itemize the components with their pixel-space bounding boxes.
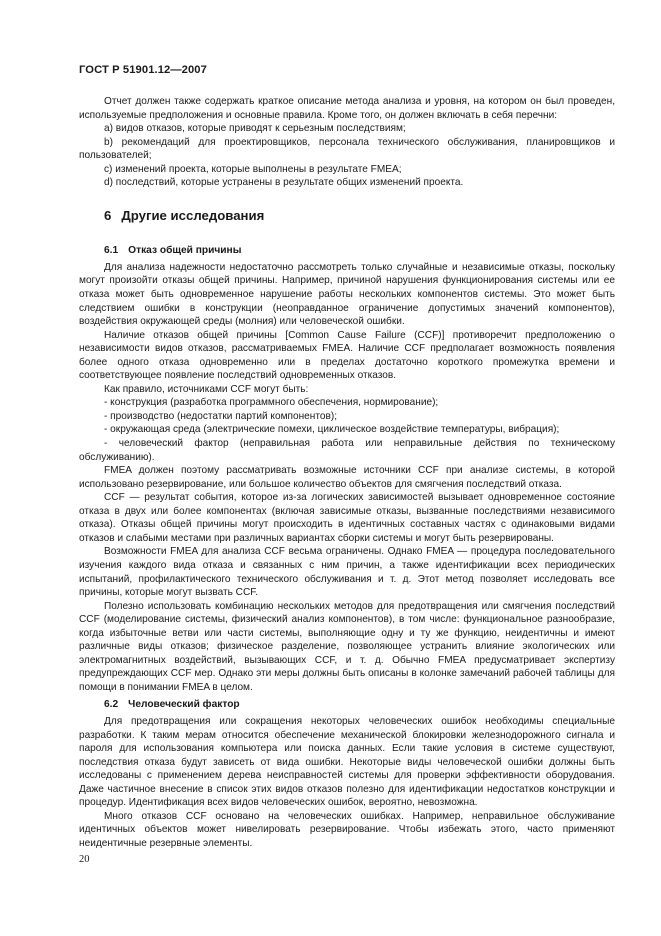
subsection-number: 6.2 [104,699,119,711]
list-item: - человеческий фактор (неправильная работа или неправильные действия по техническому обслуживанию). [79,438,615,463]
paragraph: Для анализа надежности недостаточно рассмотреть только случайные и независимые отказы, поскольку могут произойти отказы общей причины. Например, причиной нарушения функционирования системы или ее отказа может быть одновременное нарушение работы нескольких компонентов системы. Это может быть следствием ошибки в конструкции (неоправданное ограничение допустимых значений компонентов), воздействия окружающей среды (молния) или человеческой ошибки. [79,261,615,328]
subsection-title: Человеческий фактор [128,699,240,711]
subsection-title: Отказ общей причины [128,245,242,257]
section-title: Другие исследования [121,207,265,223]
list-item: - окружающая среда (электрические помехи, циклическое воздействие температуры, вибрация); [104,424,560,436]
paragraph: Полезно использовать комбинацию нескольких методов для предотвращения или смягчения последствий CCF (моделирование системы, физический анализ компонентов), в том числе: функциональное разнообразие, когда избыточные ветви или части системы, выполняющие одну и ту же функцию, неидентичны и имеют различные виды отказов; физическое разделение, позволяющее устранить влияние экологических или электромагнитных воздействий, вызывающих CCF, и т. д. Обычно FMEA предусматривает экспертизу предупреждающих CCF мер. Однако эти меры должны быть описаны в колонке замечаний рабочей таблицы для помощи в понимании FMEA в целом. [79,600,615,693]
paragraph: Для предотвращения или сокращения некоторых человеческих ошибок необходимы специальные разработки. К таким мерам относится обеспечение механической блокировки железнодорожного сигнала и пароля для использования компьютера или поиска данных. Если такие условия в системе существуют, последствия отказа будут зависеть от вида ошибки. Некоторые виды человеческой ошибки должны быть исследованы с применением дерева неисправностей системы для проверки эффективности оборудования. Даже частичное внесение в список этих видов отказов полезно для идентификации недостатков конструкции и процедур. Идентификация всех видов человеческих ошибок, вероятно, невозможна. [79,715,615,809]
paragraph: Много отказов CCF основано на человеческих ошибках. Например, неправильное обслуживание идентичных объектов может нивелировать резервирование. Чтобы избежать этого, часто применяют неидентичные резервные элементы. [79,810,615,849]
section-number: 6 [104,207,112,223]
document-header: ГОСТ Р 51901.12—2007 [79,64,207,76]
paragraph: Отчет должен также содержать краткое описание метода анализа и уровня, на котором он был проведен, используемые предположения и основные правила. Кроме того, он должен включать в себя перечни: [79,96,615,121]
paragraph: FMEA должен поэтому рассматривать возможные источники CCF при анализе системы, в которой использовано резервирование, или большое количество объектов для смягчения последствий отказа. [79,465,615,490]
list-item: - производство (недостатки партий компонентов); [104,410,338,422]
page-number: 20 [79,854,90,865]
page-body [79,95,615,850]
subsection-heading [104,244,615,258]
list-item: - конструкция (разработка программного обеспечения, нормирование); [104,397,439,409]
list-item: d) последствий, которые устранены в результате общих изменений проекта. [104,177,464,189]
section-heading [104,209,615,223]
list-item: с) изменений проекта, которые выполнены в результате FMEA; [104,163,402,175]
list-item: а) видов отказов, которые приводят к серьезным последствиям; [104,123,406,135]
subsection-heading [104,698,615,712]
paragraph: CCF — результат события, которое из-за логических зависимостей вызывает одновременное состояние отказа в двух или более компонентах (включая зависимые отказы, вызванные последствиями независимого отказа). Отказы общей причины могут происходить в идентичных составных частях с одинаковыми видами отказов и слабыми местами при различных вариантах сборки системы и могут быть резервированы. [79,492,615,544]
paragraph: Наличие отказов общей причины [Common Cause Failure (CCF)] противоречит предположению о независимости видов отказов, рассматриваемых FMEA. Наличие CCF предполагает возможность появления более одного отказа одновременно или в пределах достаточно короткого промежутка времени и соответствующее появление последствий одновременных отказов. [79,329,615,382]
paragraph: Возможности FMEA для анализа CCF весьма ограничены. Однако FMEA — процедура последовательного изучения каждого вида отказа и связанных с ним причин, а также идентификации всех периодических испытаний, профилактического технического обслуживания и т. д. Этот метод позволяет исследовать все причины, которые могут вызвать CCF. [79,546,615,599]
paragraph: Как правило, источниками CCF могут быть: [104,383,309,395]
subsection-number: 6.1 [104,245,119,257]
list-item: b) рекомендаций для проектировщиков, персонала технического обслуживания, планировщиков и пользователей; [79,136,615,162]
